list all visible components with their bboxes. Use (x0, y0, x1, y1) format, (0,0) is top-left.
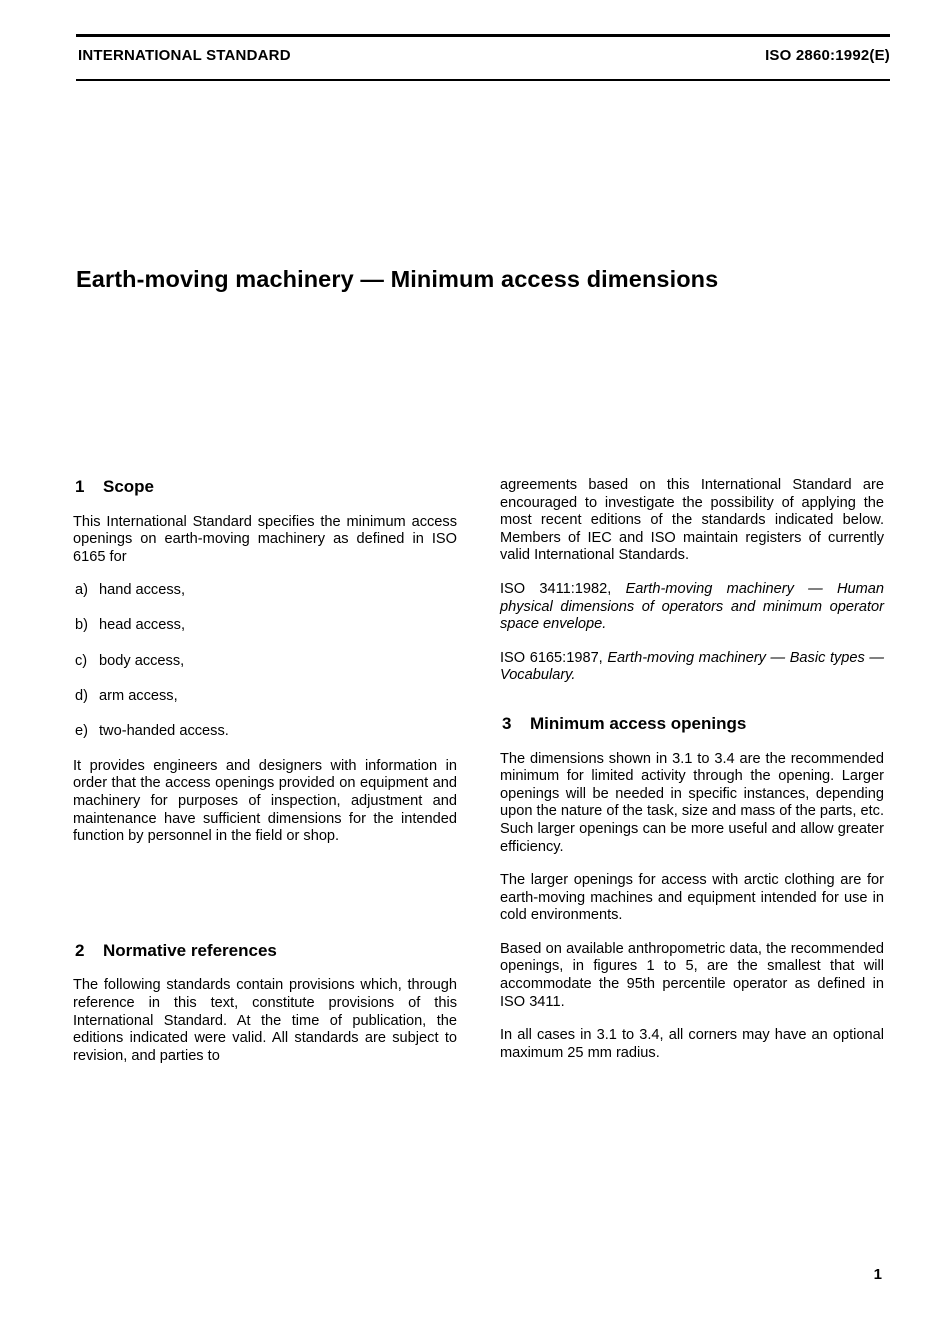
section-3-paragraph: In all cases in 3.1 to 3.4, all corners may have an optional maximum 25 mm radius. (500, 1027, 884, 1061)
list-label: b) (75, 617, 88, 634)
left-column (73, 478, 457, 1081)
scope-body: It provides engineers and designers with information in order that the access openings provided on equipment and machinery for purposes of inspection, adjustment and maintenance have sufficient dimensions for the intended function by personnel in the field or shop. (73, 757, 457, 845)
reference-title: Earth-moving machinery — Human physical dimensions of operators and minimum operator space envelope. (500, 580, 884, 633)
page-title: Earth-moving machinery — Minimum access dimensions (76, 266, 719, 292)
section-2-heading (75, 942, 457, 960)
section-title: Minimum access openings (530, 713, 747, 733)
right-column (500, 477, 884, 1078)
reference-entry (500, 650, 884, 685)
reference-entry (500, 581, 884, 634)
reference-code: ISO 6165:1987, (500, 649, 603, 666)
reference-code: ISO 3411:1982, (500, 580, 612, 597)
list-text: two-handed access. (99, 722, 229, 739)
section-3-paragraph: The larger openings for access with arctic clothing are for earth-moving machines and equipment intended for use in cold environments. (500, 872, 884, 924)
header-bottom-rule (76, 79, 890, 81)
section-title: Scope (103, 477, 155, 496)
page-number: 1 (873, 1266, 882, 1283)
section-number: 2 (75, 940, 85, 960)
section-1-heading (75, 478, 457, 496)
list-item (75, 653, 457, 671)
list-item (75, 688, 457, 706)
standard-number: ISO 2860:1992(E) (765, 47, 890, 64)
section-3-heading (502, 715, 884, 733)
section-title: Normative references (103, 940, 277, 960)
section-3-paragraph: The dimensions shown in 3.1 to 3.4 are the recommended minimum for limited activity through the opening. Larger openings will be needed in specific instances, depending upon the nature of the task, size and mass of the parts, etc. Such larger openings can be more useful and allow greater efficiency. (500, 750, 884, 855)
reference-title: Earth-moving machinery — Basic types — Vocabulary. (500, 649, 884, 684)
list-text: head access, (99, 617, 185, 634)
list-item (75, 582, 457, 600)
section-3-paragraph: Based on available anthropometric data, the recommended openings, in figures 1 to 5, are the smallest that will accommodate the 95th percentile operator as defined in ISO 3411. (500, 940, 884, 1010)
list-label: a) (75, 582, 88, 599)
normative-references-continuation: agreements based on this International Standard are encouraged to investigate the possibility of applying the most recent editions of the standards indicated below. Members of IEC and ISO maintain registers of currently valid International Standards. (500, 477, 884, 564)
list-text: body access, (99, 652, 185, 669)
list-label: c) (75, 652, 88, 669)
list-label: d) (75, 687, 88, 704)
list-text: arm access, (99, 687, 178, 704)
header-top-rule (76, 34, 890, 37)
list-item (75, 723, 457, 741)
list-label: e) (75, 722, 88, 739)
document-type-label: INTERNATIONAL STANDARD (78, 47, 291, 64)
scope-intro: This International Standard specifies the minimum access openings on earth-moving machinery as defined in ISO 6165 for (73, 513, 457, 565)
list-item (75, 617, 457, 635)
list-text: hand access, (99, 582, 185, 599)
section-number: 3 (502, 713, 512, 733)
section-number: 1 (75, 477, 85, 496)
normative-references-body: The following standards contain provisions which, through reference in this text, constitute provisions of this International Standard. At the time of publication, the editions indicated were valid. All standards are subject to revision, and parties to (73, 977, 457, 1064)
